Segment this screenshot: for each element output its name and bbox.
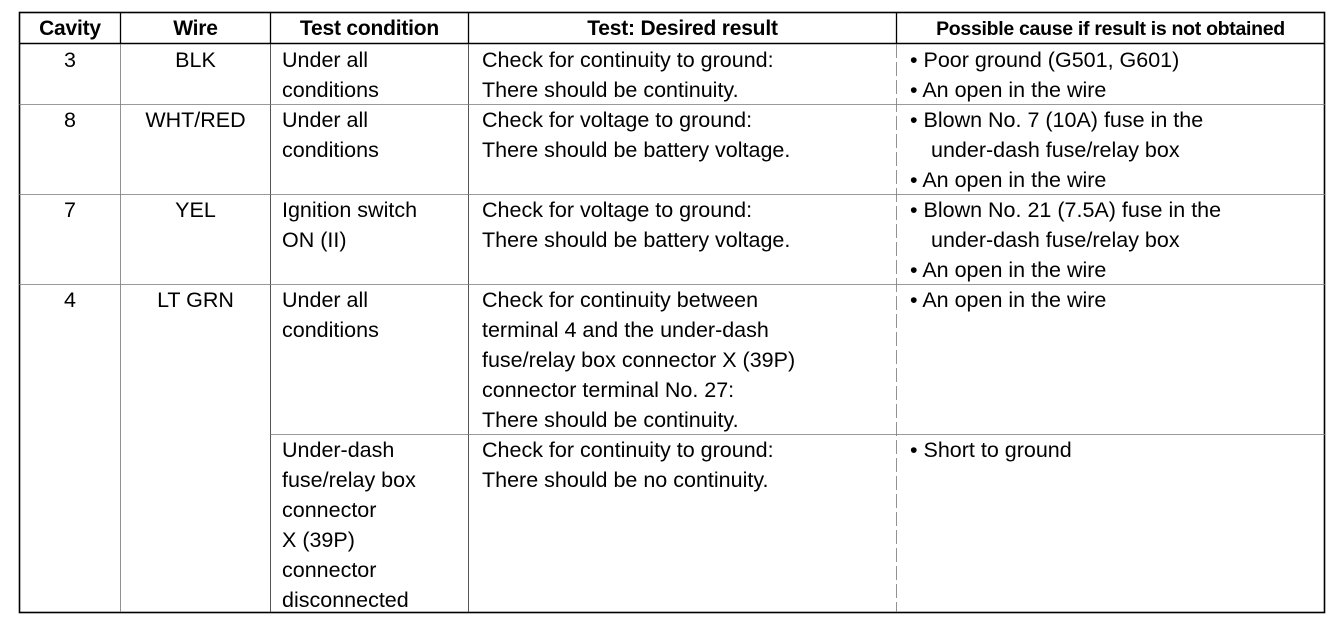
row5-cause-l1: • Short to ground xyxy=(910,438,1072,462)
row4-result-l3: fuse/relay box connector X (39P) xyxy=(482,348,796,372)
row1-cause-l2: • An open in the wire xyxy=(910,78,1107,102)
row4-result-l1: Check for continuity between xyxy=(482,288,759,312)
row2-cause-l2: under-dash fuse/relay box xyxy=(931,138,1180,162)
row1-condition-l1: Under all xyxy=(282,48,369,72)
header-wire: Wire xyxy=(173,17,218,40)
row1-wire: BLK xyxy=(175,48,216,72)
row5-condition-l4: X (39P) xyxy=(282,528,355,552)
row3-condition-l2: ON (II) xyxy=(282,228,347,252)
row2-cause-l1: • Blown No. 7 (10A) fuse in the xyxy=(910,108,1204,132)
row5-condition-l2: fuse/relay box xyxy=(282,468,416,492)
row4-result-l2: terminal 4 and the under-dash xyxy=(482,318,769,342)
row4-wire: LT GRN xyxy=(157,288,234,312)
row3-cause-l2: under-dash fuse/relay box xyxy=(931,228,1180,252)
row2-condition-l1: Under all xyxy=(282,108,369,132)
row5-condition-l3: connector xyxy=(282,498,377,522)
row4-condition-l1: Under all xyxy=(282,288,369,312)
row3-result-l2: There should be battery voltage. xyxy=(482,228,791,252)
row3-cause-l3: • An open in the wire xyxy=(910,258,1107,282)
header-possible-cause: Possible cause if result is not obtained xyxy=(936,18,1285,40)
row3-wire: YEL xyxy=(175,198,216,222)
row1-cavity: 3 xyxy=(64,48,76,72)
row2-condition-l2: conditions xyxy=(282,138,379,162)
row2-result-l2: There should be battery voltage. xyxy=(482,138,791,162)
row2-result-l1: Check for voltage to ground: xyxy=(482,108,753,132)
row5-condition-l1: Under-dash xyxy=(282,438,395,462)
row4-condition-l2: conditions xyxy=(282,318,379,342)
header-cavity: Cavity xyxy=(39,17,101,40)
header-desired-result: Test: Desired result xyxy=(587,17,778,40)
row1-result-l2: There should be continuity. xyxy=(482,78,739,102)
row4-result-l5: There should be continuity. xyxy=(482,408,739,432)
header-test-condition: Test condition xyxy=(299,17,440,40)
row1-cause-l1: • Poor ground (G501, G601) xyxy=(910,48,1180,72)
row1-condition-l2: conditions xyxy=(282,78,379,102)
row3-cavity: 7 xyxy=(64,198,76,222)
row5-condition-l6: disconnected xyxy=(282,588,409,612)
row3-cause-l1: • Blown No. 21 (7.5A) fuse in the xyxy=(910,198,1222,222)
row2-cavity: 8 xyxy=(64,108,76,132)
row5-result-l1: Check for continuity to ground: xyxy=(482,438,774,462)
row1-result-l1: Check for continuity to ground: xyxy=(482,48,774,72)
row5-result-l2: There should be no continuity. xyxy=(482,468,769,492)
row5-condition-l5: connector xyxy=(282,558,377,582)
row4-cause-l1: • An open in the wire xyxy=(910,288,1107,312)
row3-condition-l1: Ignition switch xyxy=(282,198,418,222)
row3-result-l1: Check for voltage to ground: xyxy=(482,198,753,222)
row4-cavity: 4 xyxy=(64,288,76,312)
row2-wire: WHT/RED xyxy=(145,108,246,132)
row4-result-l4: connector terminal No. 27: xyxy=(482,378,735,402)
row2-cause-l3: • An open in the wire xyxy=(910,168,1107,192)
